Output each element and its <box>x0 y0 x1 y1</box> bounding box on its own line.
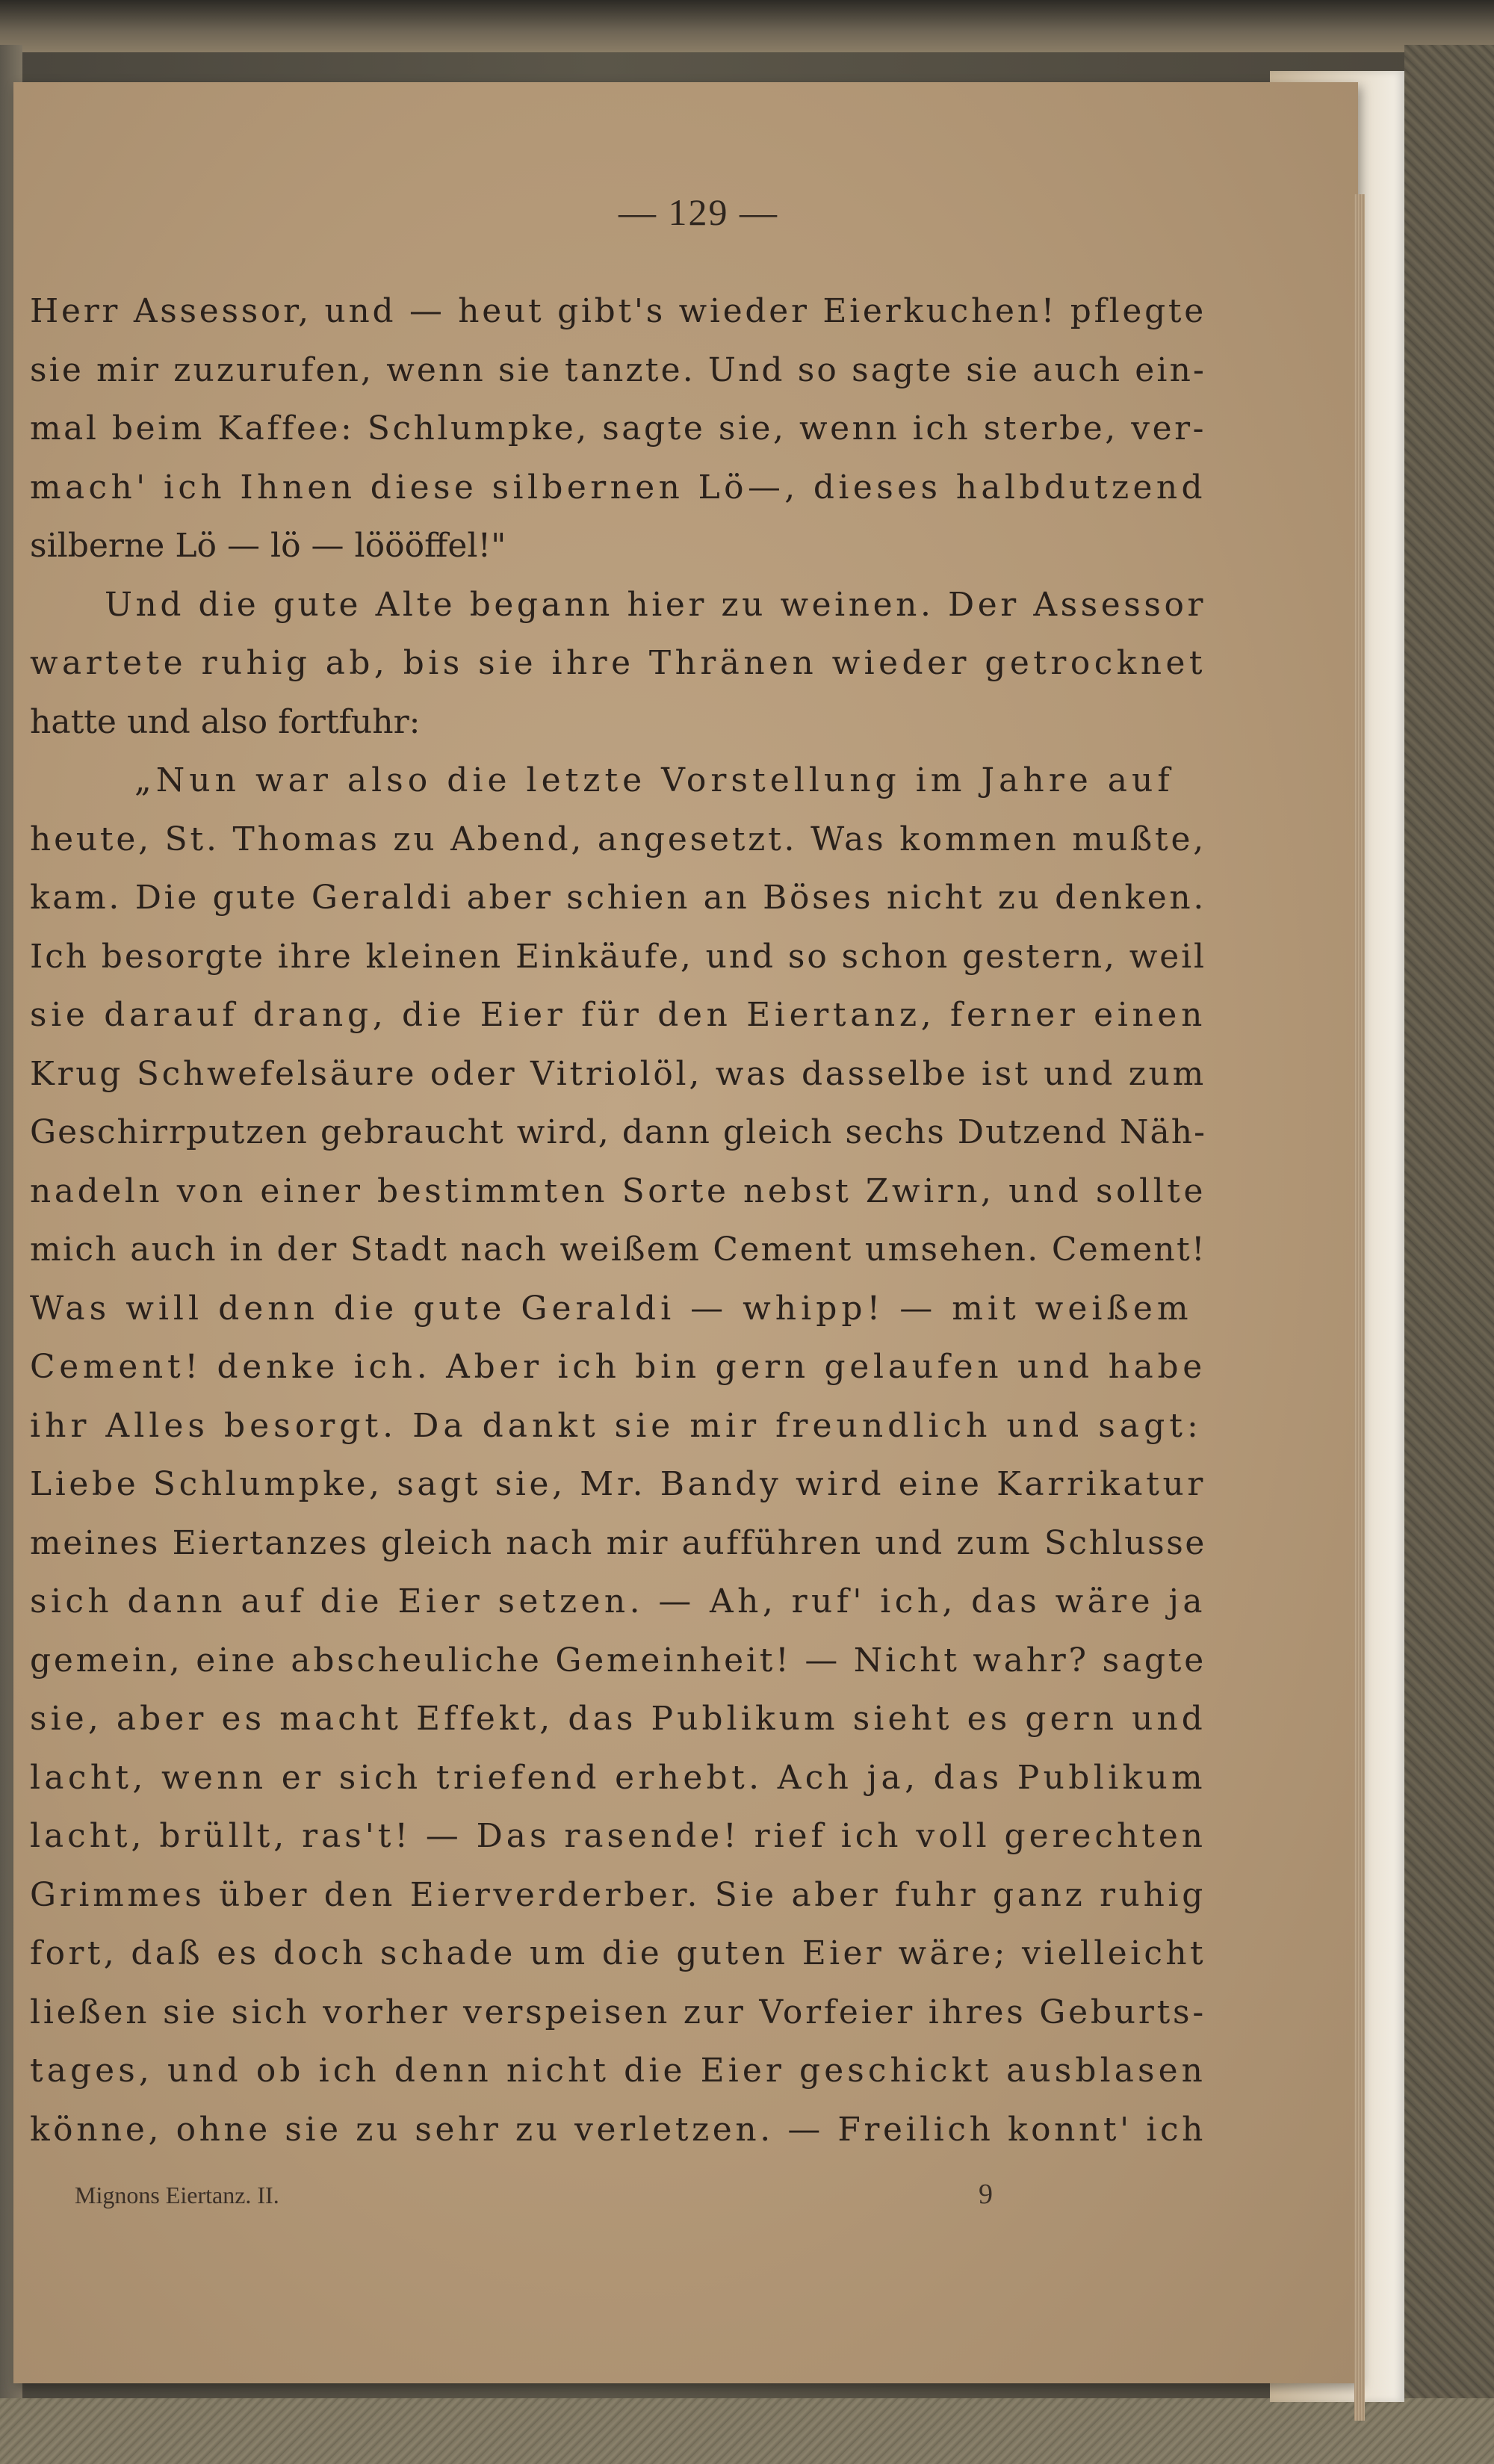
text-line: heute, St. Thomas zu Abend, angesetzt. Was kommen mußte, <box>30 820 1206 858</box>
text-line: Cement! denke ich. Aber ich bin gern gelaufen und habe <box>30 1348 1206 1386</box>
text-line: wartete ruhig ab, bis sie ihre Thränen wieder getrocknet <box>30 644 1206 682</box>
sheet-number: 9 <box>979 2179 993 2210</box>
text-line: meines Eiertanzes gleich nach mir aufführen und zum Schlusse <box>30 1523 1206 1562</box>
text-line: ihr Alles besorgt. Da dankt sie mir freundlich und sagt: <box>30 1406 1203 1445</box>
text-line: Ich besorgte ihre kleinen Einkäufe, und so schon gestern, weil <box>30 937 1206 976</box>
text-line: nadeln von einer bestimmten Sorte nebst Zwirn, und sollte <box>30 1171 1206 1210</box>
text-line: „Nun war also die letzte Vorstellung im Jahre auf <box>134 761 1174 799</box>
text-line: hatte und also fortfuhr: <box>30 702 421 741</box>
text-line: Geschirrputzen gebraucht wird, dann gleich sechs Dutzend Näh- <box>30 1113 1206 1151</box>
page-number: — 129 — <box>619 191 778 233</box>
signature-mark: Mignons Eiertanz. II. <box>75 2182 279 2208</box>
text-line: sie mir zuzurufen, wenn sie tanzte. Und so sagte sie auch ein- <box>30 350 1206 389</box>
text-line: lacht, wenn er sich triefend erhebt. Ach ja, das Publikum <box>30 1758 1206 1797</box>
text-line: kam. Die gute Geraldi aber schien an Böses nicht zu denken. <box>30 879 1206 917</box>
text-line: Grimmes über den Eierverderber. Sie aber fuhr ganz ruhig <box>30 1875 1206 1914</box>
text-line: ließen sie sich vorher verspeisen zur Vorfeier ihres Geburts- <box>30 1993 1206 2031</box>
text-line: Krug Schwefelsäure oder Vitriolöl, was dasselbe ist und zum <box>30 1054 1206 1093</box>
book-cover-right <box>1404 45 1494 2464</box>
text-line: silberne Lö — lö — löööffel!" <box>30 527 506 565</box>
text-line: Was will denn die gute Geraldi — whipp! — mit weißem <box>30 1289 1193 1328</box>
text-line: gemein, eine abscheuliche Gemeinheit! — Nicht wahr? sagte <box>30 1641 1206 1680</box>
text-line: sich dann auf die Eier setzen. — Ah, ruf' ich, das wäre ja <box>30 1582 1206 1621</box>
text-line: lacht, brüllt, ras't! — Das rasende! rief ich voll gerechten <box>30 1817 1206 1855</box>
page-stack-edge <box>1354 194 1365 2421</box>
book-cover-bottom <box>0 2398 1494 2464</box>
text-line: sie darauf drang, die Eier für den Eiertanz, ferner einen <box>30 996 1206 1034</box>
text-line: tages, und ob ich denn nicht die Eier geschickt ausblasen <box>30 2052 1206 2090</box>
text-line: Liebe Schlumpke, sagt sie, Mr. Bandy wird eine Karrikatur <box>30 1465 1206 1503</box>
text-line: könne, ohne sie zu sehr zu verletzen. — Freilich konnt' ich <box>30 2110 1206 2149</box>
text-line: mich auch in der Stadt nach weißem Cement umsehen. Cement! <box>30 1231 1206 1269</box>
text-line: sie, aber es macht Effekt, das Publikum sieht es gern und <box>30 1700 1206 1738</box>
text-line: Und die gute Alte begann hier zu weinen. Der Assessor <box>105 585 1206 624</box>
text-line: fort, daß es doch schade um die guten Eier wäre; vielleicht <box>30 1934 1206 1972</box>
text-line: mal beim Kaffee: Schlumpke, sagte sie, wenn ich sterbe, ver- <box>30 409 1206 448</box>
text-line: mach' ich Ihnen diese silbernen Lö—, dieses halbdutzend <box>30 468 1206 507</box>
text-line: Herr Assessor, und — heut gibt's wieder Eierkuchen! pflegte <box>30 292 1206 330</box>
book-cover-top <box>0 0 1494 52</box>
